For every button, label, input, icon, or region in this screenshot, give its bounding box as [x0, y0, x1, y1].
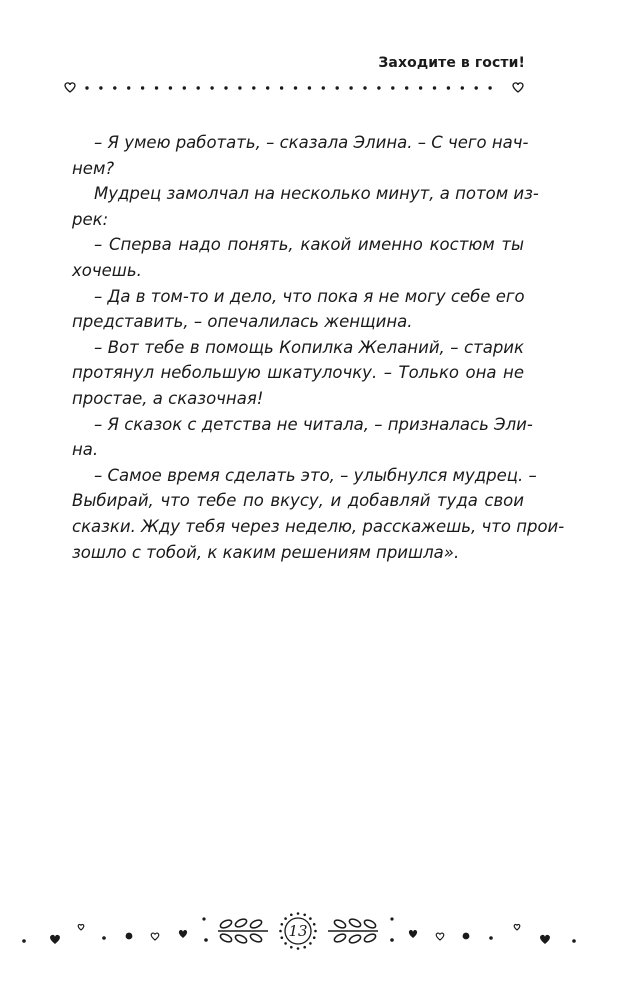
dot-icon [390, 938, 394, 942]
heart-outline-icon [151, 933, 159, 940]
dot-icon [322, 86, 325, 89]
heart-filled-icon [409, 930, 417, 938]
dot-icon [284, 917, 287, 920]
dot-icon [313, 936, 316, 939]
text-line: рек: [72, 209, 109, 229]
dot-icon [290, 914, 293, 917]
dot-icon [390, 917, 393, 920]
dot-icon [313, 923, 316, 926]
text-line: – Да в том-то и дело, что пока я не могу себе его [94, 286, 525, 306]
page-number-medallion [279, 912, 317, 950]
heart-filled-icon [179, 930, 187, 938]
dot-icon [252, 86, 255, 89]
dot-icon [489, 936, 493, 940]
dot-icon [314, 930, 317, 933]
heart-outline-icon [65, 83, 75, 92]
dot-icon [197, 86, 200, 89]
body-text [72, 130, 565, 565]
dot-icon [22, 939, 26, 943]
text-line: Выбирай, что тебе по вкусу, и добавляй туда свои [72, 491, 524, 511]
dot-icon [281, 936, 284, 939]
text-line: сказки. Жду тебя через неделю, расскажешь, что прои- [72, 516, 565, 536]
dot-icon [303, 914, 306, 917]
dot-icon [155, 86, 158, 89]
dot-icon [308, 86, 311, 89]
text-line: – Самое время сделать это, – улыбнулся мудрец. – [94, 465, 537, 485]
dot-icon [126, 933, 133, 940]
text-line: простае, а сказочная! [72, 388, 264, 408]
text-line: зошло с тобой, к каким решениям пришла». [72, 542, 460, 562]
dot-icon [405, 86, 408, 89]
dot-icon [463, 933, 470, 940]
dot-icon [447, 86, 450, 89]
dot-icon [336, 86, 339, 89]
dot-icon [433, 86, 436, 89]
text-line: – Вот тебе в помощь Копилка Желаний, – старик [94, 337, 524, 357]
dot-icon [210, 86, 213, 89]
dot-icon [127, 86, 130, 89]
dot-icon [461, 86, 464, 89]
dot-icon [280, 86, 283, 89]
dot-icon [281, 923, 284, 926]
footer-ornament [0, 900, 619, 960]
dot-icon [349, 86, 352, 89]
running-head: Заходите в гости! [378, 55, 525, 71]
heart-outline-icon [436, 933, 444, 940]
dot-icon [391, 86, 394, 89]
dot-icon [303, 946, 306, 949]
dot-icon [279, 930, 282, 933]
dot-icon [169, 86, 172, 89]
text-line: протянул небольшую шкатулочку. – Только она не [72, 363, 524, 383]
dot-icon [99, 86, 102, 89]
dot-icon [419, 86, 422, 89]
text-line: хочешь. [72, 260, 142, 280]
text-line: нем? [72, 158, 115, 178]
dot-icon [183, 86, 186, 89]
heart-outline-icon [513, 83, 523, 92]
dot-icon [224, 86, 227, 89]
dot-icon [572, 939, 576, 943]
dot-icon [204, 938, 208, 942]
dot-icon [297, 947, 300, 950]
dot-icon [488, 86, 491, 89]
dot-icon [113, 86, 116, 89]
dot-icon [309, 917, 312, 920]
heart-outline-icon [78, 924, 84, 930]
dot-icon [290, 946, 293, 949]
heart-filled-icon [540, 935, 550, 944]
dot-icon [297, 912, 300, 915]
dot-icon [475, 86, 478, 89]
text-line: – Сперва надо понять, какой именно костюм ты [94, 235, 524, 255]
laurel-branch-right-icon [328, 918, 378, 945]
dot-icon [309, 942, 312, 945]
text-line: Мудрец замолчал на несколько минут, а потом из- [94, 184, 539, 204]
dot-icon [284, 942, 287, 945]
laurel-branch-left-icon [218, 918, 268, 945]
dot-icon [377, 86, 380, 89]
dot-icon [363, 86, 366, 89]
dot-icon [85, 86, 88, 89]
text-line: – Я умею работать, – сказала Элина. – С чего нач- [94, 133, 529, 152]
dot-icon [266, 86, 269, 89]
text-line: представить, – опечалилась женщина. [72, 312, 413, 332]
text-line: – Я сказок с детства не читала, – призналась Эли- [94, 414, 533, 434]
heart-outline-icon [514, 924, 520, 930]
page-number: 13 [288, 922, 308, 940]
dot-icon [294, 86, 297, 89]
dot-icon [202, 917, 205, 920]
dot-icon [141, 86, 144, 89]
dot-icon [238, 86, 241, 89]
dot-icon [102, 936, 106, 940]
decorative-dotted-rule [63, 80, 525, 96]
heart-filled-icon [50, 935, 60, 944]
text-line: на. [72, 440, 99, 460]
